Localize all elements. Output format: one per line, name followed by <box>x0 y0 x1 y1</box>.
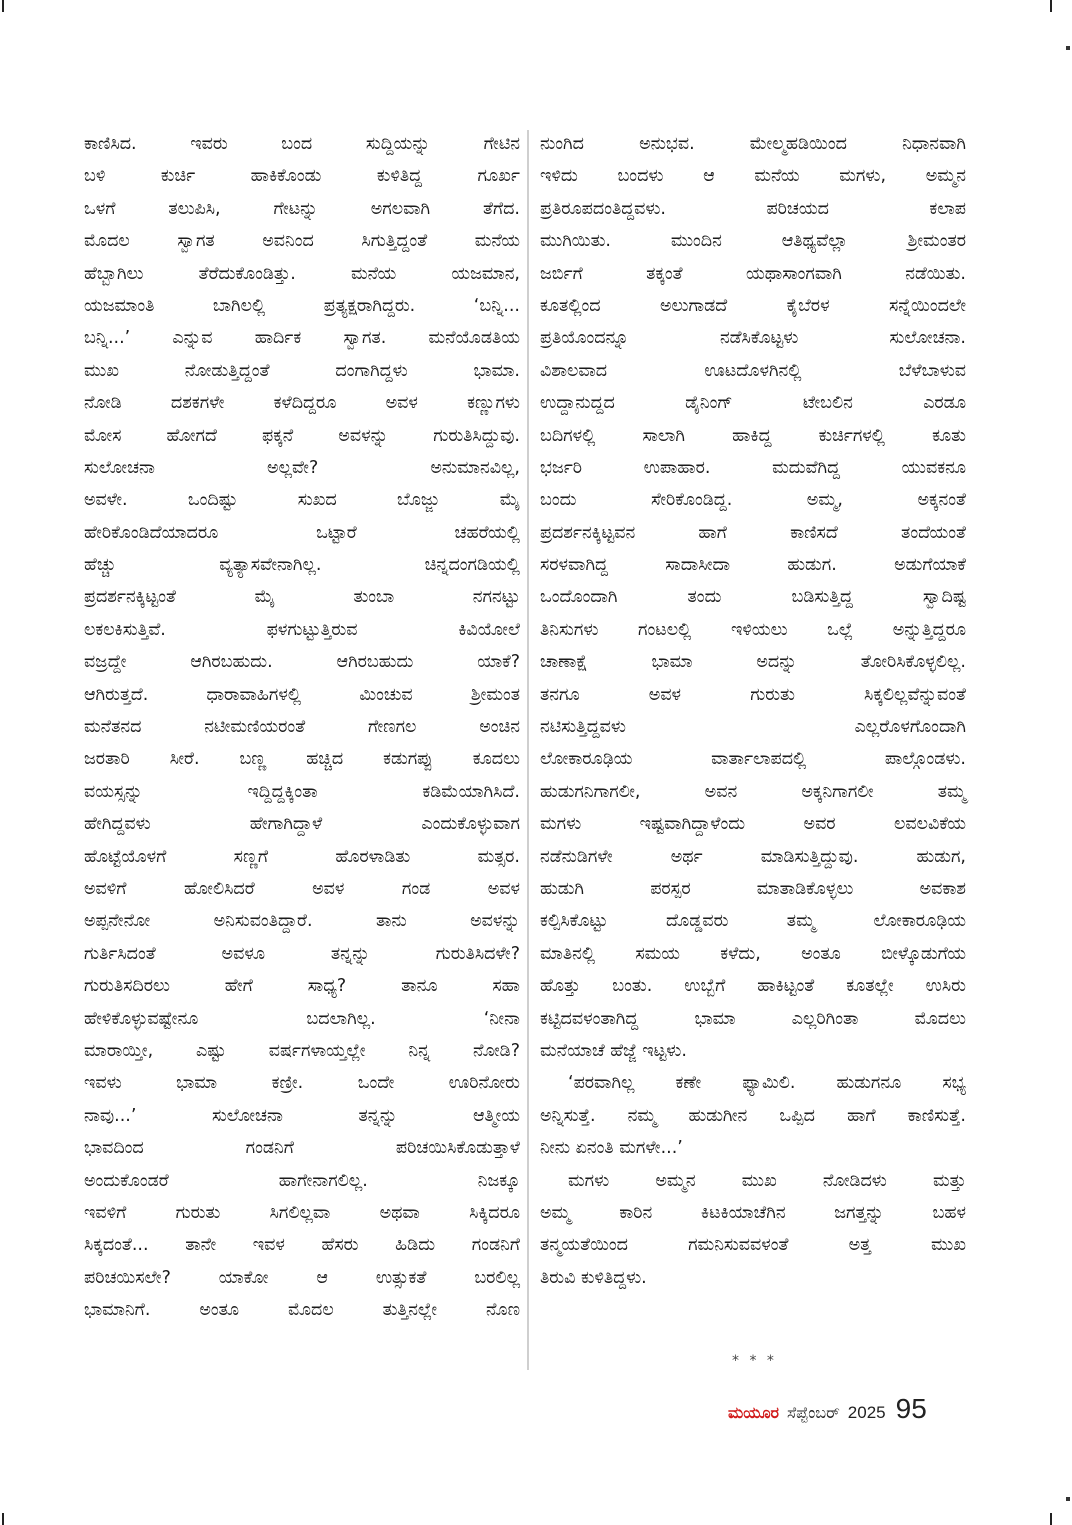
text-line: ಪರಿಚಯಿಸಲೇ? ಯಾಕೋ ಆ ಉತ್ಸುಕತೆ ಬರಲಿಲ್ಲ <box>84 1267 520 1288</box>
text-line: ಹೆಬ್ಬಾಗಿಲು ತೆರೆದುಕೊಂಡಿತ್ತು. ಮನೆಯ ಯಜಮಾನ, <box>84 263 520 284</box>
text-line: ಸುಲೋಚನಾ ಅಲ್ಲವೇ? ಅನುಮಾನವಿಲ್ಲ, <box>84 457 520 478</box>
text-line: ಬಂದು ಸೇರಿಕೊಂಡಿದ್ದ. ಅಮ್ಮ, ಅಕ್ಕನಂತೆ <box>540 490 966 511</box>
registration-mark <box>1066 46 1070 50</box>
page-number: 95 <box>895 1393 927 1424</box>
text-line: ಹುಡುಗಿ ಪರಸ್ಪರ ಮಾತಾಡಿಕೊಳ್ಳಲು ಅವಕಾಶ <box>540 878 966 899</box>
text-line: ಒಂದೊಂದಾಗಿ ತಂದು ಬಡಿಸುತ್ತಿದ್ದ ಸ್ವಾದಿಷ್ಟ <box>540 587 966 608</box>
text-line: ಇವಳಿಗೆ ಗುರುತು ಸಿಗಲಿಲ್ಲವಾ ಅಥವಾ ಸಿಕ್ಕಿದರೂ <box>84 1202 520 1223</box>
text-line: ವಜ್ರದ್ದೇ ಆಗಿರಬಹುದು. ಆಗಿರಬಹುದು ಯಾಕೆ? <box>84 652 520 673</box>
crop-mark <box>2 1513 4 1525</box>
text-line: ತಿನಿಸುಗಳು ಗಂಟಲಲ್ಲಿ ಇಳಿಯಲು ಒಲ್ಲೆ ಅನ್ನುತ್ತಿದ್ದರೂ <box>540 619 966 640</box>
text-line: ಕಟ್ಟಿದವಳಂತಾಗಿದ್ದ ಭಾಮಾ ಎಲ್ಲರಿಗಿಂತಾ ಮೊದಲು <box>540 1008 966 1029</box>
text-line: ನುಂಗಿದ ಅನುಭವ. ಮೇಲ್ಮಹಡಿಯಿಂದ ನಿಧಾನವಾಗಿ <box>540 134 966 154</box>
text-line: ಯಜಮಾಂತಿ ಬಾಗಿಲಲ್ಲಿ ಪ್ರತ್ಯಕ್ಷರಾಗಿದ್ದರು. ‘ಬನ್ನಿ... <box>84 295 520 316</box>
text-line: ನೋಡಿ ದಶಕಗಳೇ ಕಳೆದಿದ್ದರೂ ಅವಳ ಕಣ್ಣುಗಳು <box>84 393 520 414</box>
column-divider <box>527 130 529 1370</box>
text-line: ಮಗಳು ಇಷ್ಟವಾಗಿದ್ದಾಳೆಂದು ಅವರ ಲವಲವಿಕೆಯ <box>540 814 966 835</box>
issue-year: 2025 <box>847 1403 886 1422</box>
text-line: ಬದಿಗಳಲ್ಲಿ ಸಾಲಾಗಿ ಹಾಕಿದ್ದ ಕುರ್ಚಿಗಳಲ್ಲಿ ಕೂತು <box>540 425 966 446</box>
text-line: ಹೊಟ್ಟೆಯೊಳಗೆ ಸಣ್ಣಗೆ ಹೊರಳಾಡಿತು ಮತ್ಸರ. <box>84 846 520 867</box>
article-column-left <box>84 128 520 1326</box>
text-line: ವಿಶಾಲವಾದ ಊಟದೊಳಗಿನಲ್ಲಿ ಬೆಳೆಬಾಳುವ <box>540 360 966 381</box>
crop-mark <box>1050 1513 1052 1525</box>
text-line: ಚಾಣಾಕ್ಷೆ ಭಾಮಾ ಅದನ್ನು ತೋರಿಸಿಕೊಳ್ಳಲಿಲ್ಲ. <box>540 652 966 673</box>
magazine-name: ಮಯೂರ <box>728 1403 780 1422</box>
text-line: ಮೊದಲ ಸ್ವಾಗತ ಅವನಿಂದ ಸಿಗುತ್ತಿದ್ದಂತೆ ಮನೆಯ <box>84 231 520 252</box>
text-line: ಮಾತಿನಲ್ಲಿ ಸಮಯ ಕಳೆದು, ಅಂತೂ ಬೀಳ್ಕೊಡುಗೆಯ <box>540 943 966 964</box>
text-line: ಗುರುತಿಸದಿರಲು ಹೇಗೆ ಸಾಧ್ಯ? ತಾನೂ ಸಹಾ <box>84 976 520 997</box>
text-line: ತನ್ಮಯತೆಯಿಂದ ಗಮನಿಸುವವಳಂತೆ ಅತ್ತ ಮುಖ <box>540 1235 966 1256</box>
text-line: ಒಳಗೆ ತಲುಪಿಸಿ, ಗೇಟನ್ನು ಅಗಲವಾಗಿ ತೆಗೆದ. <box>84 198 520 219</box>
crop-mark <box>2 0 4 12</box>
text-line: ಕಲ್ಪಿಸಿಕೊಟ್ಟು ದೊಡ್ಡವರು ತಮ್ಮ ಲೋಕಾರೂಢಿಯ <box>540 911 966 932</box>
text-line: ಮನೆಯಾಚೆ ಹೆಜ್ಜೆ ಇಟ್ಟಳು. <box>540 1040 687 1061</box>
article-column-right <box>540 128 966 1294</box>
text-line: ಪ್ರದರ್ಶನಕ್ಕಿಟ್ಟಂತೆ ಮೈ ತುಂಬಾ ನಗನಟ್ಟು <box>84 587 520 608</box>
text-line: ಭಾವದಿಂದ ಗಂಡನಿಗೆ ಪರಿಚಯಿಸಿಕೊಡುತ್ತಾಳೆ <box>84 1138 520 1159</box>
text-line: ಪ್ರತಿಯೊಂದನ್ನೂ ನಡೆಸಿಕೊಟ್ಟಳು ಸುಲೋಚನಾ. <box>540 328 966 349</box>
text-line: ಲೋಕಾರೂಢಿಯ ವಾರ್ತಾಲಾಪದಲ್ಲಿ ಪಾಲ್ಗೊಂಡಳು. <box>540 749 966 770</box>
text-line: ಅವಳೇ. ಒಂದಿಷ್ಟು ಸುಖದ ಬೊಜ್ಜು ಮೈ <box>84 490 520 511</box>
text-line: ಮಗಳು ಅಮ್ಮನ ಮುಖ ನೋಡಿದಳು ಮತ್ತು <box>568 1170 966 1191</box>
text-line: ಹೇಳಿಕೊಳ್ಳುವಷ್ಟೇನೂ ಬದಲಾಗಿಲ್ಲ. ‘ನೀನಾ <box>84 1008 520 1029</box>
text-line: ‘ಪರವಾಗಿಲ್ಲ ಕಣೇ ಫ್ಯಾಮಿಲಿ. ಹುಡುಗನೂ ಸಭ್ಯ <box>568 1073 966 1094</box>
registration-mark <box>1066 1497 1070 1501</box>
text-line: ಮನೆತನದ ನಟೀಮಣಿಯರಂತೆ ಗೇಣಗಲ ಅಂಚಿನ <box>84 717 520 738</box>
text-line: ಜರ್ಬಿಗೆ ತಕ್ಕಂತೆ ಯಥಾಸಾಂಗವಾಗಿ ನಡೆಯಿತು. <box>540 263 966 284</box>
text-line: ಹೇಗಿದ್ದವಳು ಹೇಗಾಗಿದ್ದಾಳೆ ಎಂದುಕೊಳ್ಳುವಾಗ <box>84 814 520 835</box>
text-line: ಮುಖ ನೋಡುತ್ತಿದ್ದಂತೆ ದಂಗಾಗಿದ್ದಳು ಭಾಮಾ. <box>84 360 520 381</box>
text-line: ಮೋಸ ಹೋಗದೆ ಫಕ್ಕನೆ ಅವಳನ್ನು ಗುರುತಿಸಿದ್ದುವು. <box>84 425 520 446</box>
text-line: ತಿರುವಿ ಕುಳಿತಿದ್ದಳು. <box>540 1267 647 1288</box>
text-line: ಸಿಕ್ಕದಂತೆ... ತಾನೇ ಇವಳ ಹೆಸರು ಹಿಡಿದು ಗಂಡನಿಗೆ <box>84 1235 520 1256</box>
text-line: ಹುಡುಗನಿಗಾಗಲೀ, ಅವನ ಅಕ್ಕನಿಗಾಗಲೀ ತಮ್ಮ <box>540 781 966 802</box>
text-line: ಕಾಣಿಸಿದ. ಇವರು ಬಂದ ಸುದ್ದಿಯನ್ನು ಗೇಟಿನ <box>84 134 520 154</box>
text-line: ಪ್ರತಿರೂಪದಂತಿದ್ದವಳು. ಪರಿಚಯದ ಕಲಾಪ <box>540 198 966 219</box>
text-line: ನೀನು ಏನಂತಿ ಮಗಳೇ...’ <box>540 1138 683 1159</box>
text-line: ಸರಳವಾಗಿದ್ದ ಸಾದಾಸೀದಾ ಹುಡುಗ. ಅಡುಗೆಯಾಕೆ <box>540 555 966 576</box>
text-line: ಬನ್ನಿ...’ ಎನ್ನುವ ಹಾರ್ದಿಕ ಸ್ವಾಗತ. ಮನೆಯೊಡತಿಯ <box>84 328 520 349</box>
text-line: ಉದ್ದಾನುದ್ದದ ಡೈನಿಂಗ್ ಟೇಬಲಿನ ಎರಡೂ <box>540 393 966 414</box>
text-line: ಅನ್ನಿಸುತ್ತೆ. ನಮ್ಮ ಹುಡುಗೀನ ಒಪ್ಪಿದ ಹಾಗೆ ಕಾಣಿಸುತ್ತೆ. <box>540 1105 966 1126</box>
text-line: ಇವಳು ಭಾಮಾ ಕಣ್ರೀ. ಒಂದೇ ಊರಿನೋರು <box>84 1073 520 1094</box>
text-line: ಜರತಾರಿ ಸೀರೆ. ಬಣ್ಣ ಹಚ್ಚಿದ ಕಡುಗಪ್ಪು ಕೂದಲು <box>84 749 520 770</box>
text-line: ಕೂತಲ್ಲಿಂದ ಅಲುಗಾಡದೆ ಕೈಬೆರಳ ಸನ್ನೆಯಿಂದಲೇ <box>540 295 966 316</box>
crop-mark <box>1050 0 1052 12</box>
text-line: ಅಪ್ಪನೇನೋ ಅನಿಸುವಂತಿದ್ದಾರೆ. ತಾನು ಅವಳನ್ನು <box>84 911 520 932</box>
text-line: ಹೊತ್ತು ಬಂತು. ಉಬ್ಬೆಗೆ ಹಾಕಿಟ್ಟಂತೆ ಕೂತಲ್ಲೇ ಉಸಿರು <box>540 976 966 997</box>
text-line: ಪ್ರದರ್ಶನಕ್ಕಿಟ್ಟವನ ಹಾಗೆ ಕಾಣಿಸದೆ ತಂದೆಯಂತೆ <box>540 522 966 543</box>
text-line: ಅವಳಿಗೆ ಹೋಲಿಸಿದರೆ ಅವಳ ಗಂಡ ಅವಳ <box>84 878 520 899</box>
issue-month: ಸೆಪ್ಟೆಂಬರ್ <box>787 1403 840 1422</box>
text-line: ಹೇರಿಕೊಂಡಿದೆಯಾದರೂ ಒಟ್ಟಾರೆ ಚಹರೆಯಲ್ಲಿ <box>84 522 520 543</box>
text-line: ಬಳಿ ಕುರ್ಚಿ ಹಾಕಿಕೊಂಡು ಕುಳಿತಿದ್ದ ಗೂರ್ಖ <box>84 166 520 187</box>
text-line: ಆಗಿರುತ್ತದೆ. ಧಾರಾವಾಹಿಗಳಲ್ಲಿ ಮಿಂಚುವ ಶ್ರೀಮಂತ <box>84 684 520 705</box>
text-line: ಇಳಿದು ಬಂದಳು ಆ ಮನೆಯ ಮಗಳು, ಅಮ್ಮನ <box>540 166 966 187</box>
text-line: ವಯಸ್ಸನ್ನು ಇದ್ದಿದ್ದಕ್ಕಿಂತಾ ಕಡಿಮೆಯಾಗಿಸಿದೆ. <box>84 781 520 802</box>
text-line: ಹೆಚ್ಚು ವ್ಯತ್ಯಾಸವೇನಾಗಿಲ್ಲ. ಚಿನ್ನದಂಗಡಿಯಲ್ಲಿ <box>84 555 520 576</box>
text-line: ಭಾಮಾನಿಗೆ. ಅಂತೂ ಮೊದಲ ತುತ್ತಿನಲ್ಲೇ ನೊಣ <box>84 1300 520 1321</box>
story-end-mark: * * * <box>732 1353 777 1369</box>
text-line: ಅಮ್ಮ ಕಾರಿನ ಕಿಟಕಿಯಾಚೆಗಿನ ಜಗತ್ತನ್ನು ಬಹಳ <box>540 1202 966 1223</box>
page-footer <box>728 1393 927 1427</box>
text-line: ಲಕಲಕಿಸುತ್ತಿವೆ. ಫಳಗುಟ್ಟುತ್ತಿರುವ ಕಿವಿಯೋಲೆ <box>84 619 520 640</box>
text-line: ತನಗೂ ಅವಳ ಗುರುತು ಸಿಕ್ಕಲಿಲ್ಲವೆನ್ನುವಂತೆ <box>540 684 966 705</box>
text-line: ನಟಿಸುತ್ತಿದ್ದವಳು ಎಲ್ಲರೊಳಗೊಂದಾಗಿ <box>540 717 966 738</box>
text-line: ಮಾರಾಯ್ತೀ, ಎಷ್ಟು ವರ್ಷಗಳಾಯ್ತಲ್ಲೇ ನಿನ್ನ ನೋಡಿ? <box>84 1040 520 1061</box>
text-line: ನಡೆನುಡಿಗಳೇ ಅರ್ಥ ಮಾಡಿಸುತ್ತಿದ್ದುವು. ಹುಡುಗ, <box>540 846 966 867</box>
text-line: ಗುರ್ತಿಸಿದಂತೆ ಅವಳೂ ತನ್ನನ್ನು ಗುರುತಿಸಿದಳೇ? <box>84 943 520 964</box>
text-line: ಭರ್ಜರಿ ಉಪಾಹಾರ. ಮದುವೆಗಿದ್ದ ಯುವಕನೂ <box>540 457 966 478</box>
text-line: ಅಂದುಕೊಂಡರೆ ಹಾಗೇನಾಗಲಿಲ್ಲ. ನಿಜಕ್ಕೂ <box>84 1170 520 1191</box>
text-line: ನಾವು...’ ಸುಲೋಚನಾ ತನ್ನನ್ನು ಆತ್ಮೀಯ <box>84 1105 520 1126</box>
text-line: ಮುಗಿಯಿತು. ಮುಂದಿನ ಆತಿಥ್ಯವೆಲ್ಲಾ ಶ್ರೀಮಂತರ <box>540 231 966 252</box>
